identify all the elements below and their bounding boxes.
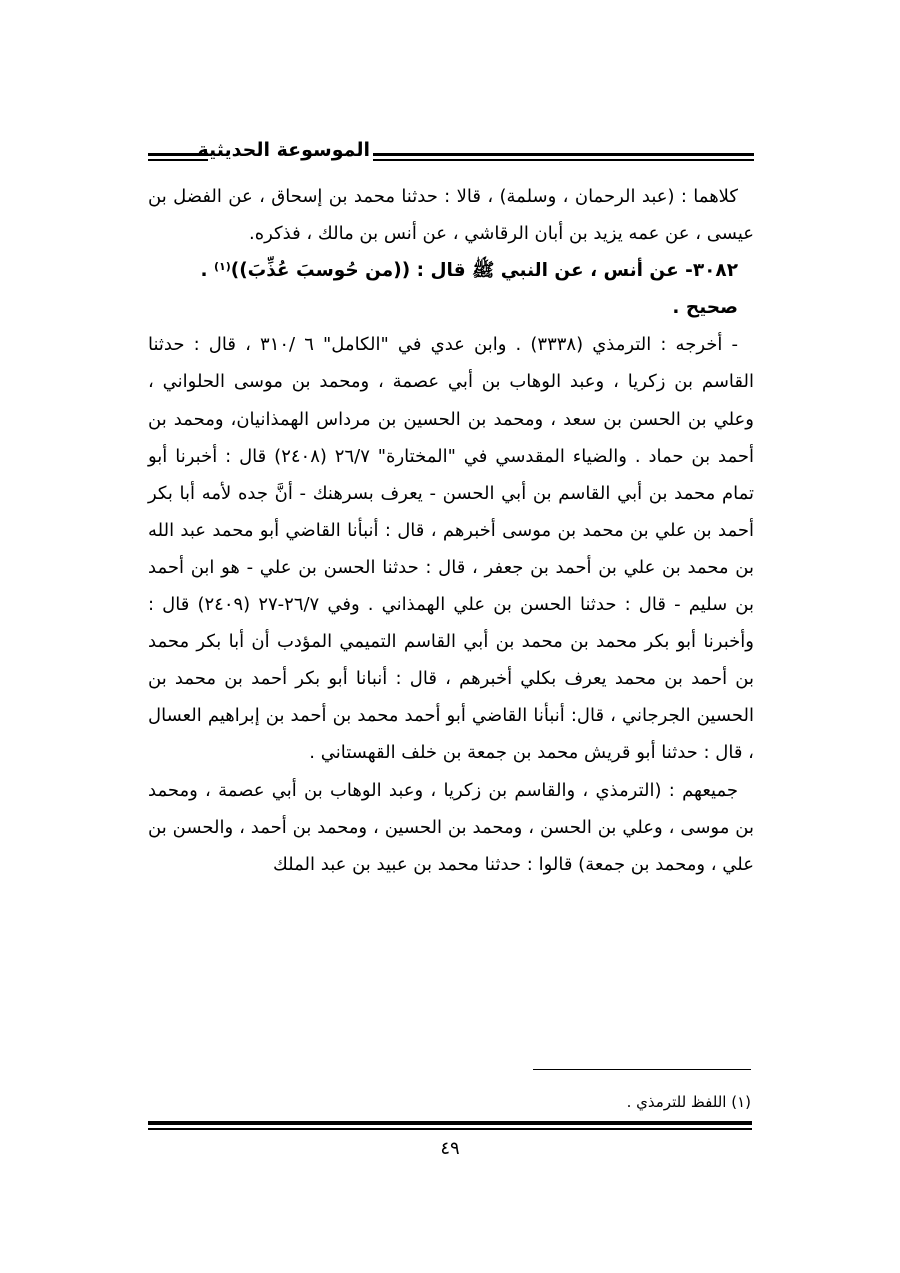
hadith-grade [148,289,754,326]
paragraph-summary [148,772,754,883]
header-rule-left [148,153,208,161]
header-rule-right [373,153,754,161]
main-text [148,178,754,883]
paragraph-isnad-text: كلاهما : (عبد الرحمان ، وسلمة) ، قالا : حدثنا محمد بن إسحاق ، عن الفضل بن عيسى ، عن عمه يزيد بن أبان الرقاشي ، عن أنس بن مالك ، فذكره. [148,186,754,245]
hadith-entry [148,252,754,289]
header-title: الموسوعة الحديثية [197,139,370,161]
paragraph-takhrij [148,326,754,771]
footer-rule [148,1121,752,1130]
page-number: ٤٩ [440,1138,460,1159]
footnote: (١) اللفظ للترمذي . [626,1093,751,1111]
running-header [148,139,754,177]
hadith-grade-text: صحيح . [672,297,738,319]
footnote-marker: (١) [213,260,231,274]
hadith-end: . [200,260,214,282]
paragraph-isnad [148,178,754,252]
hadith-text: ٣٠٨٢- عن أنس ، عن النبي ﷺ قال : ((من حُوسبَ عُذِّبَ)) [230,260,738,282]
paragraph-summary-text: جميعهم : (الترمذي ، والقاسم بن زكريا ، وعبد الوهاب بن أبي عصمة ، ومحمد بن موسى ، وعلي بن الحسن ، ومحمد بن الحسين ، ومحمد بن أحمد ، والحسن بن علي ، ومحمد بن جمعة) قالوا : حدثنا محمد بن عبيد بن عبد الملك [148,779,754,875]
footnote-separator [533,1069,751,1070]
paragraph-takhrij-text: - أخرجه : الترمذي (٣٣٣٨) . وابن عدي في "الكامل" ٦ /٣١٠ ، قال : حدثنا القاسم بن زكريا ، وعبد الوهاب بن أبي عصمة ، ومحمد بن موسى الحلواني ، وعلي بن الحسن بن سعد ، ومحمد بن الحسين بن مرداس الهمذانيان، ومحمد بن أحمد بن حماد . والضياء المقدسي في "المختارة" ٢٦/٧ (٢٤٠٨) قال : أخبرنا أبو تمام محمد بن أبي القاسم بن أبي الحسن - يعرف بسرهنك - أنَّ جده لأمه أبا بكر أحمد بن علي بن محمد بن موسى أخبرهم ، قال : أنبأنا القاضي أبو محمد عبد الله بن محمد بن علي بن أحمد بن جعفر ، قال : حدثنا الحسن بن علي - هو ابن أحمد بن سليم - قال : حدثنا الحسن بن علي الهمذاني . وفي ٢٦/٧-٢٧ (٢٤٠٩) قال : وأخبرنا أبو بكر محمد بن محمد بن أبي القاسم التميمي المؤدب أن أبا بكر محمد بن أحمد بن محمد يعرف بكلي أخبرهم ، قال : أنبانا أبو بكر أحمد بن محمد بن الحسين الجرجاني ، قال: أنبأنا القاضي أبو أحمد محمد بن أحمد بن إبراهيم العسال ، قال : حدثنا أبو قريش محمد بن جمعة بن خلف القهستاني . [148,334,755,764]
